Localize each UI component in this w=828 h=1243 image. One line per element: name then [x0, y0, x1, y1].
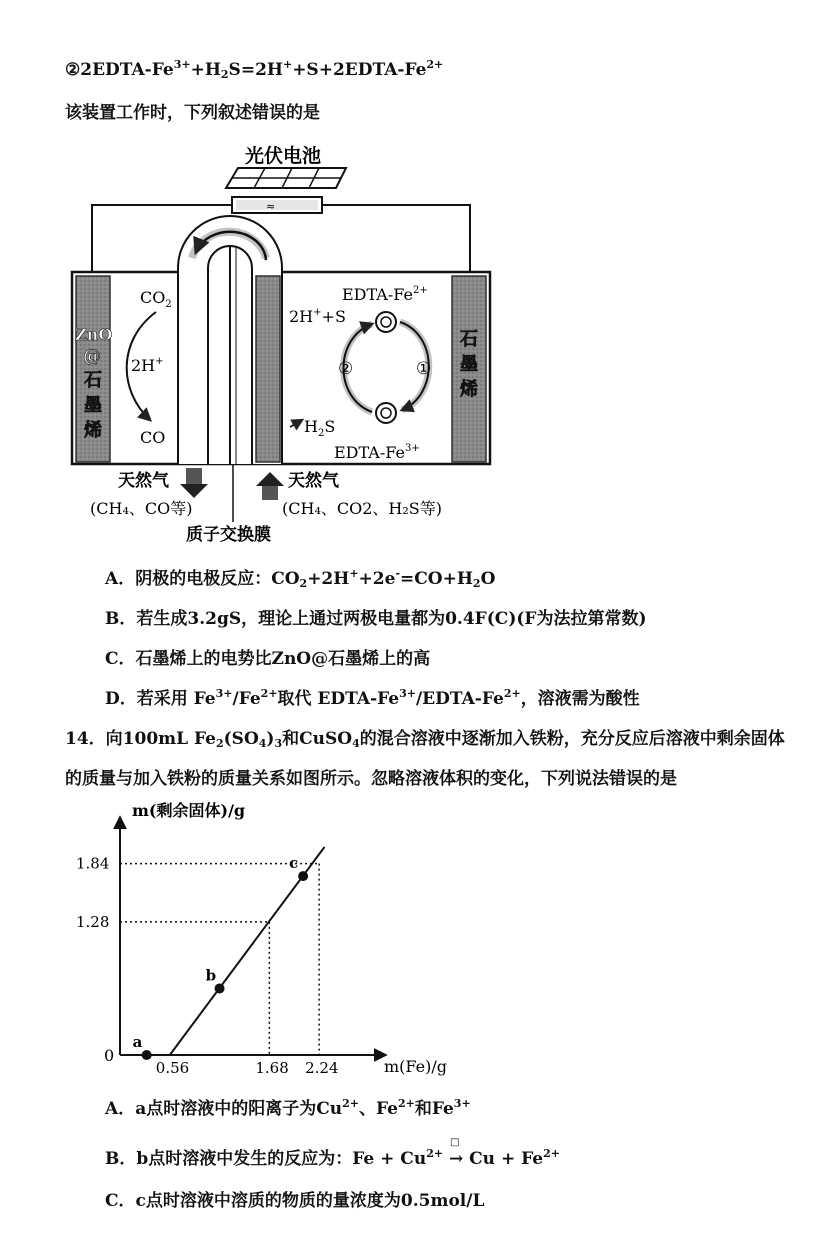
gas-in-arrow — [256, 472, 284, 500]
pv-panel — [226, 168, 346, 213]
svg-text:2H++S: 2H++S — [289, 307, 346, 326]
x-tick-label: 1.68 — [255, 1059, 289, 1077]
q14-option-b[interactable]: B．b点时溶液中发生的反应为：$Fe + Cu^{2+}$ □ → $Cu + Fe^{2+}$ — [105, 1137, 560, 1169]
svg-text:烯: 烯 — [84, 420, 102, 441]
point-label-a: a — [132, 1033, 143, 1051]
svg-text:烯: 烯 — [460, 379, 478, 400]
svg-text:H2S: $H_2S$ — [304, 417, 336, 439]
svg-text:≈: ≈ — [266, 200, 276, 213]
q14-stem-line2: 的质量与加入铁粉的质量关系如图所示。忽略溶液体积的变化，下列说法错误的是 — [65, 769, 677, 789]
svg-text:CO2: $CO_2$ — [140, 288, 172, 310]
svg-text:①: ① — [416, 359, 432, 379]
svg-text:ZnO: ZnO — [75, 325, 113, 344]
svg-text:石: 石 — [84, 370, 102, 391]
svg-text:天然气: 天然气 — [288, 471, 339, 491]
q13-option-b[interactable]: B．若生成3.2gS，理论上通过两极电量都为0.4F(C)(F为法拉第常数) — [105, 609, 647, 629]
q13-stem: 该装置工作时，下列叙述错误的是 — [65, 103, 320, 123]
x-tick-label: 2.24 — [305, 1059, 339, 1077]
svg-text:@: @ — [83, 346, 101, 367]
svg-text:墨: 墨 — [84, 395, 102, 416]
y-tick-label: 1.84 — [76, 854, 110, 873]
svg-text:EDTA-Fe2+: EDTA-$Fe^{2+}$ — [342, 285, 428, 304]
q14-stem-line1: 14．向100mL $Fe_2(SO_4)_3$和CuSO$_4$的混合溶液中逐渐加入铁粉，充分反应后溶液中剩余固体 — [65, 729, 785, 750]
svg-text:EDTA-Fe3+: EDTA-$Fe^{3+}$ — [334, 443, 420, 462]
svg-text:2H+: 2H+ — [131, 356, 164, 375]
q13-option-d[interactable]: D．若采用 $Fe^{3+}/Fe^{2+}$取代 EDTA-$Fe^{3+}/EDTA-Fe^{2+}$，溶液需为酸性 — [105, 687, 640, 709]
point-b — [215, 983, 225, 993]
origin-label: 0 — [104, 1046, 115, 1065]
pv-label: 光伏电池 — [245, 145, 322, 167]
q14-option-a[interactable]: A．a点时溶液中的阳离子为$Cu^{2+}$、$Fe^{2+}$和$Fe^{3+}$ — [105, 1097, 471, 1119]
point-c — [298, 871, 308, 881]
q14-option-c[interactable]: C．c点时溶液中溶质的物质的量浓度为0.5mol/L — [105, 1191, 485, 1211]
x-tick-label: 0.56 — [155, 1059, 190, 1077]
svg-text:天然气: 天然气 — [118, 471, 169, 491]
svg-text:(CH₄、CO2、H₂S等): (CH₄、CO2、H₂S等) — [282, 499, 442, 518]
mass-chart — [0, 790, 500, 1080]
point-label-b: b — [205, 966, 217, 985]
electrolysis-diagram — [0, 130, 828, 550]
y-tick-label: 1.28 — [76, 912, 110, 931]
point-label-c: c — [289, 854, 299, 873]
gas-out-arrow — [180, 468, 208, 498]
inner-electrode — [256, 276, 280, 462]
svg-text:质子交换膜: 质子交换膜 — [186, 525, 271, 545]
y-axis-label: m(剩余固体)/g — [132, 801, 246, 820]
svg-text:(CH₄、CO等): (CH₄、CO等) — [90, 499, 193, 518]
svg-text:②: ② — [338, 359, 354, 379]
reaction-2: $②2EDTA-Fe^{3+}+H_2S=2H^++S+2EDTA-Fe^{2+}$ — [65, 58, 444, 81]
svg-text:石: 石 — [460, 329, 478, 350]
q13-option-c[interactable]: C．石墨烯上的电势比ZnO@石墨烯上的高 — [105, 649, 431, 669]
point-a — [142, 1050, 152, 1060]
svg-text:墨: 墨 — [460, 354, 478, 375]
x-axis-label: m(Fe)/g — [384, 1057, 447, 1076]
q13-option-a[interactable]: A．阴极的电极反应：$CO_2+2H^++2e^-=CO+H_2O$ — [105, 567, 496, 590]
svg-text:CO: CO — [140, 428, 166, 447]
